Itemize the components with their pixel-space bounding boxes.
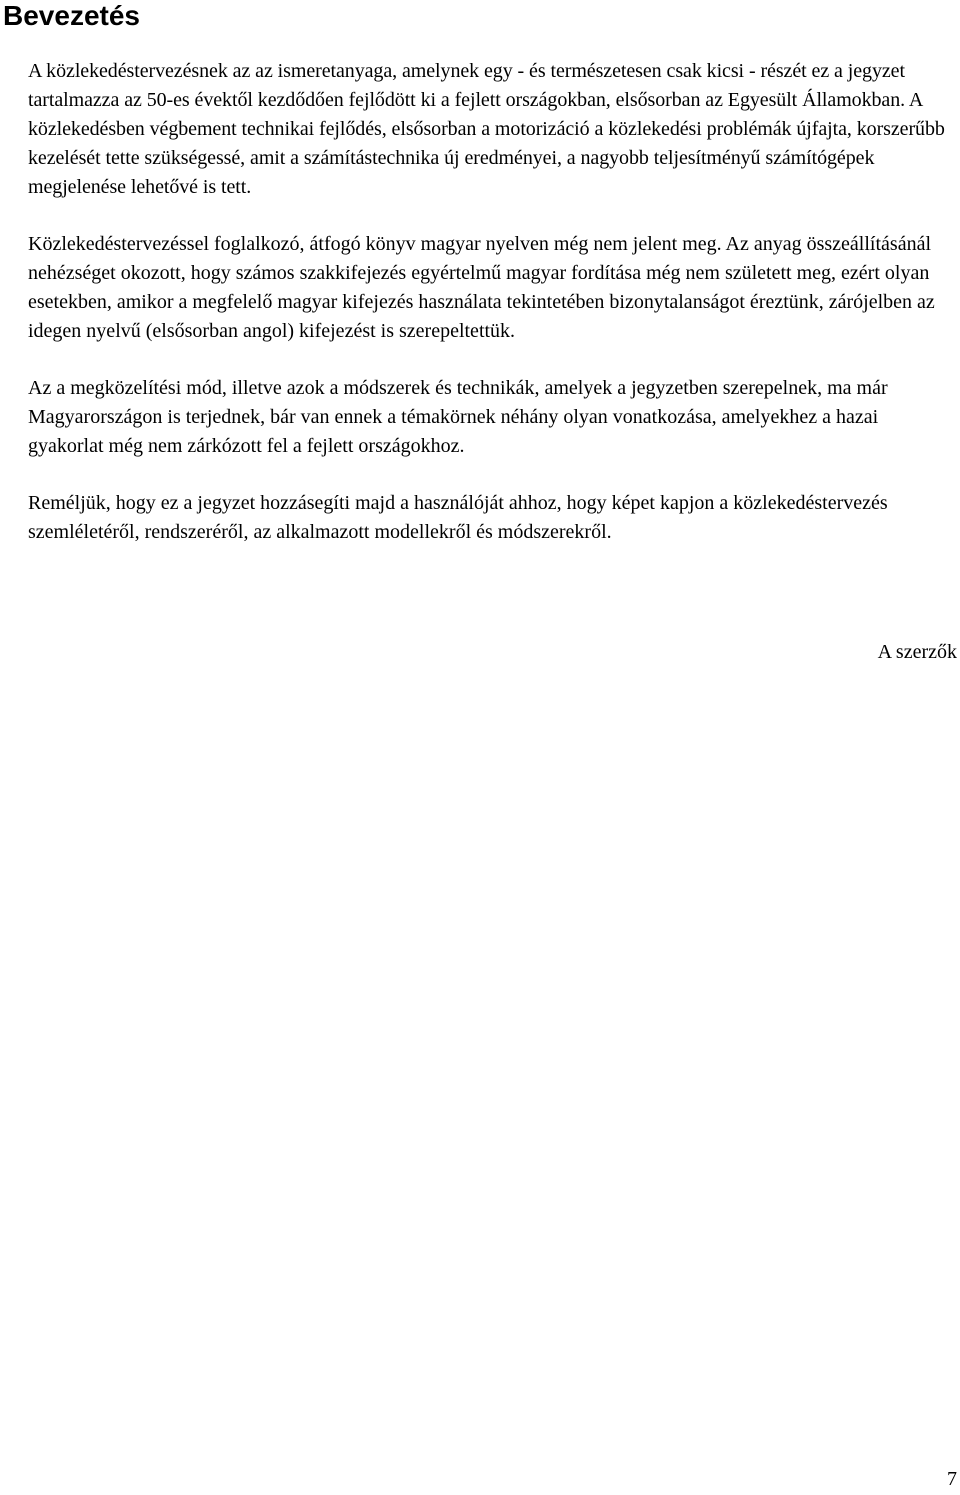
paragraph-1: A közlekedéstervezésnek az az ismeretanyaga, amelynek egy - és természetesen csak kicsi - részét ez a jegyzet tartalmazza az 50-es évektől kezdődően fejlődött ki a fejlett országokban, elsősorban az Egyesült Államokban. A közlekedésben végbement technikai fejlődés, elsősorban a motorizáció a közlekedési problémák újfajta, korszerűbb kezelését tette szükségessé, amit a számítástechnika új eredményei, a nagyobb teljesítményű számítógépek megjelenése lehetővé is tett. [28,60,945,198]
author-signature: A szerzők [877,641,957,663]
body-text [28,57,948,575]
paragraph-2: Közlekedéstervezéssel foglalkozó, átfogó könyv magyar nyelven még nem jelent meg. Az anyag összeállításánál nehézséget okozott, hogy számos szakkifejezés egyértelmű magyar fordítása még nem született meg, ezért olyan esetekben, amikor a megfelelő magyar kifejezés használata tekintetében bizonytalanságot éreztünk, zárójelben az idegen nyelvű (elsősorban angol) kifejezést is szerepeltettük. [28,233,935,342]
page-title: Bevezetés [3,0,140,31]
paragraph-4: Reméljük, hogy ez a jegyzet hozzásegíti majd a használóját ahhoz, hogy képet kapjon a közlekedéstervezés szemléletéről, rendszeréről, az alkalmazott modellekről és módszerekről. [28,492,888,543]
paragraph-3: Az a megközelítési mód, illetve azok a módszerek és technikák, amelyek a jegyzetben szerepelnek, ma már Magyarországon is terjednek, bár van ennek a témakörnek néhány olyan vonatkozása, amelyekhez a hazai gyakorlat még nem zárkózott fel a fejlett országokhoz. [28,377,888,457]
page-number: 7 [947,1468,957,1490]
